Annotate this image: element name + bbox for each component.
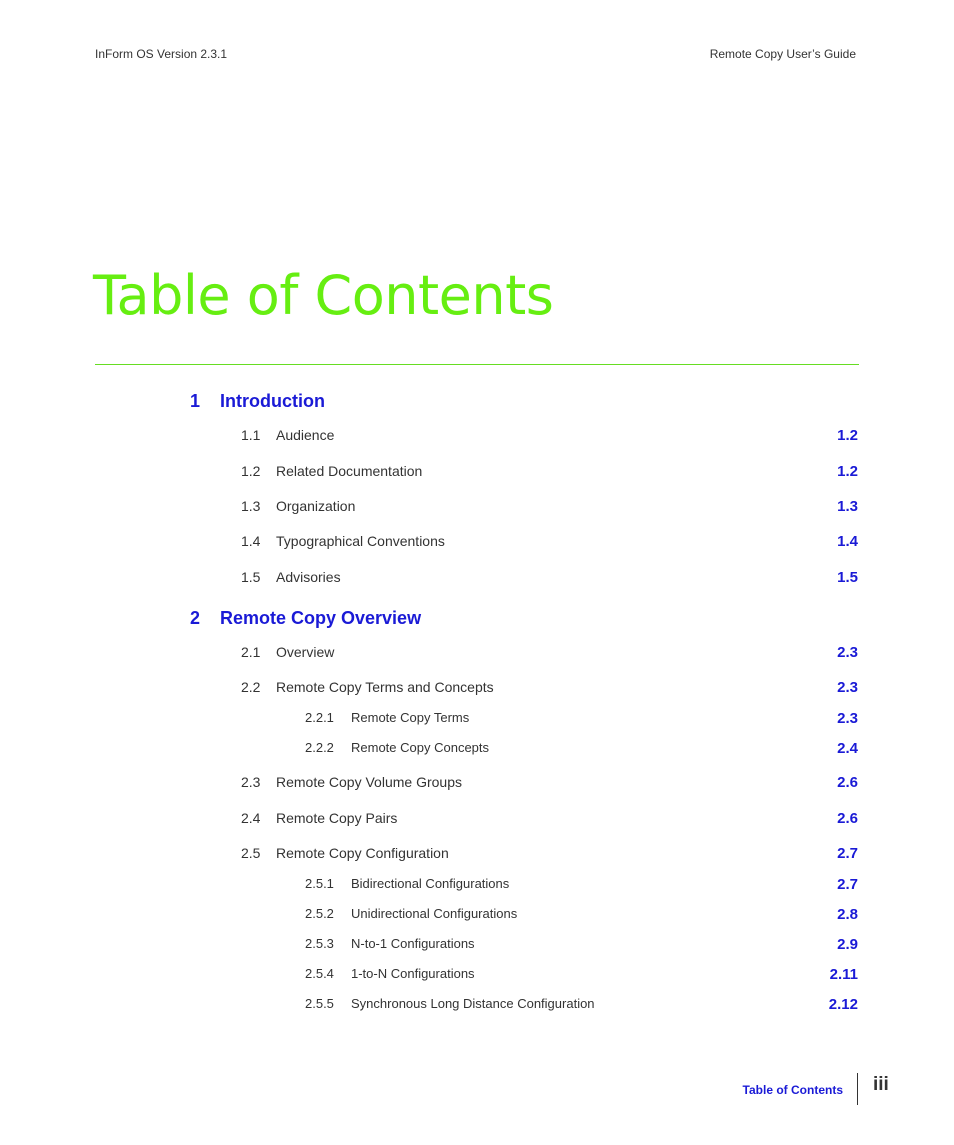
chapter-title: Remote Copy Overview xyxy=(220,608,422,628)
entry-label: Remote Copy Pairs xyxy=(276,810,398,826)
toc-entry-2-3[interactable] xyxy=(0,774,954,794)
entry-page-link[interactable]: 1.2 xyxy=(837,427,858,444)
entry-number: 2.2.2 xyxy=(305,740,334,755)
entry-label: Remote Copy Volume Groups xyxy=(276,774,462,790)
entry-page-link[interactable]: 2.6 xyxy=(837,774,858,791)
toc-chapter-1[interactable] xyxy=(190,391,325,412)
toc-chapter-2[interactable] xyxy=(190,608,421,629)
entry-page-link[interactable]: 2.7 xyxy=(837,876,858,893)
entry-label: Advisories xyxy=(276,569,341,585)
entry-label: Remote Copy Terms and Concepts xyxy=(276,679,494,695)
entry-label: Organization xyxy=(276,498,356,514)
entry-number: 1.4 xyxy=(241,533,261,549)
entry-page-link[interactable]: 1.4 xyxy=(837,533,858,550)
chapter-title: Introduction xyxy=(220,391,325,411)
footer-divider xyxy=(857,1073,858,1105)
entry-page-link[interactable]: 1.3 xyxy=(837,498,858,515)
chapter-number: 1 xyxy=(190,391,201,411)
entry-label: Remote Copy Concepts xyxy=(351,740,490,755)
entry-number: 1.3 xyxy=(241,498,261,514)
entry-label: Overview xyxy=(276,644,335,660)
entry-number: 2.5.2 xyxy=(305,906,334,921)
entry-page-link[interactable]: 2.3 xyxy=(837,679,858,696)
entry-page-link[interactable]: 1.5 xyxy=(837,569,858,586)
toc-entry-1-1[interactable] xyxy=(0,427,954,447)
toc-entry-2-5-4[interactable] xyxy=(0,966,954,986)
entry-number: 2.5.4 xyxy=(305,966,334,981)
entry-page-link[interactable]: 2.3 xyxy=(837,644,858,661)
toc-entry-2-2-2[interactable] xyxy=(0,740,954,760)
title-divider xyxy=(95,364,859,365)
toc-entry-2-5[interactable] xyxy=(0,845,954,865)
footer-page-number: iii xyxy=(873,1074,889,1095)
entry-number: 2.3 xyxy=(241,774,261,790)
entry-label: Audience xyxy=(276,427,335,443)
entry-number: 2.5.5 xyxy=(305,996,334,1011)
entry-number: 2.2 xyxy=(241,679,261,695)
entry-label: Remote Copy Configuration xyxy=(276,845,449,861)
entry-number: 2.2.1 xyxy=(305,710,334,725)
toc-entry-2-4[interactable] xyxy=(0,810,954,830)
entry-number: 2.4 xyxy=(241,810,261,826)
entry-label: Synchronous Long Distance Configuration xyxy=(351,996,595,1011)
entry-number: 1.5 xyxy=(241,569,261,585)
toc-entry-1-3[interactable] xyxy=(0,498,954,518)
entry-page-link[interactable]: 2.12 xyxy=(828,996,858,1013)
running-header-right: Remote Copy User’s Guide xyxy=(709,47,856,61)
entry-number: 2.5.1 xyxy=(305,876,334,891)
entry-page-link[interactable]: 2.9 xyxy=(837,936,858,953)
entry-page-link[interactable]: 1.2 xyxy=(837,463,858,480)
entry-label: Typographical Conventions xyxy=(276,533,445,549)
entry-page-link[interactable]: 2.4 xyxy=(837,740,858,757)
entry-number: 2.5.3 xyxy=(305,936,334,951)
toc-entry-1-5[interactable] xyxy=(0,569,954,589)
page-title: Table of Contents xyxy=(93,264,554,327)
toc-entry-1-4[interactable] xyxy=(0,533,954,553)
running-header-left: InForm OS Version 2.3.1 xyxy=(95,47,228,61)
entry-page-link[interactable]: 2.7 xyxy=(837,845,858,862)
footer-section-label: Table of Contents xyxy=(742,1083,843,1097)
toc-entry-2-1[interactable] xyxy=(0,644,954,664)
entry-page-link[interactable]: 2.11 xyxy=(829,966,858,983)
entry-label: Bidirectional Configurations xyxy=(351,876,510,891)
toc-entry-2-2[interactable] xyxy=(0,679,954,699)
entry-label: 1-to-N Configurations xyxy=(351,966,475,981)
entry-number: 2.1 xyxy=(241,644,261,660)
entry-page-link[interactable]: 2.8 xyxy=(837,906,858,923)
entry-number: 1.2 xyxy=(241,463,261,479)
entry-label: Remote Copy Terms xyxy=(351,710,470,725)
entry-page-link[interactable]: 2.6 xyxy=(837,810,858,827)
entry-label: N-to-1 Configurations xyxy=(351,936,475,951)
toc-entry-2-5-5[interactable] xyxy=(0,996,954,1016)
chapter-number: 2 xyxy=(190,608,201,628)
toc-entry-2-2-1[interactable] xyxy=(0,710,954,730)
entry-number: 1.1 xyxy=(241,427,261,443)
entry-label: Related Documentation xyxy=(276,463,423,479)
entry-label: Unidirectional Configurations xyxy=(351,906,518,921)
toc-entry-2-5-2[interactable] xyxy=(0,906,954,926)
toc-entry-2-5-1[interactable] xyxy=(0,876,954,896)
toc-entry-2-5-3[interactable] xyxy=(0,936,954,956)
toc-entry-1-2[interactable] xyxy=(0,463,954,483)
entry-number: 2.5 xyxy=(241,845,261,861)
entry-page-link[interactable]: 2.3 xyxy=(837,710,858,727)
